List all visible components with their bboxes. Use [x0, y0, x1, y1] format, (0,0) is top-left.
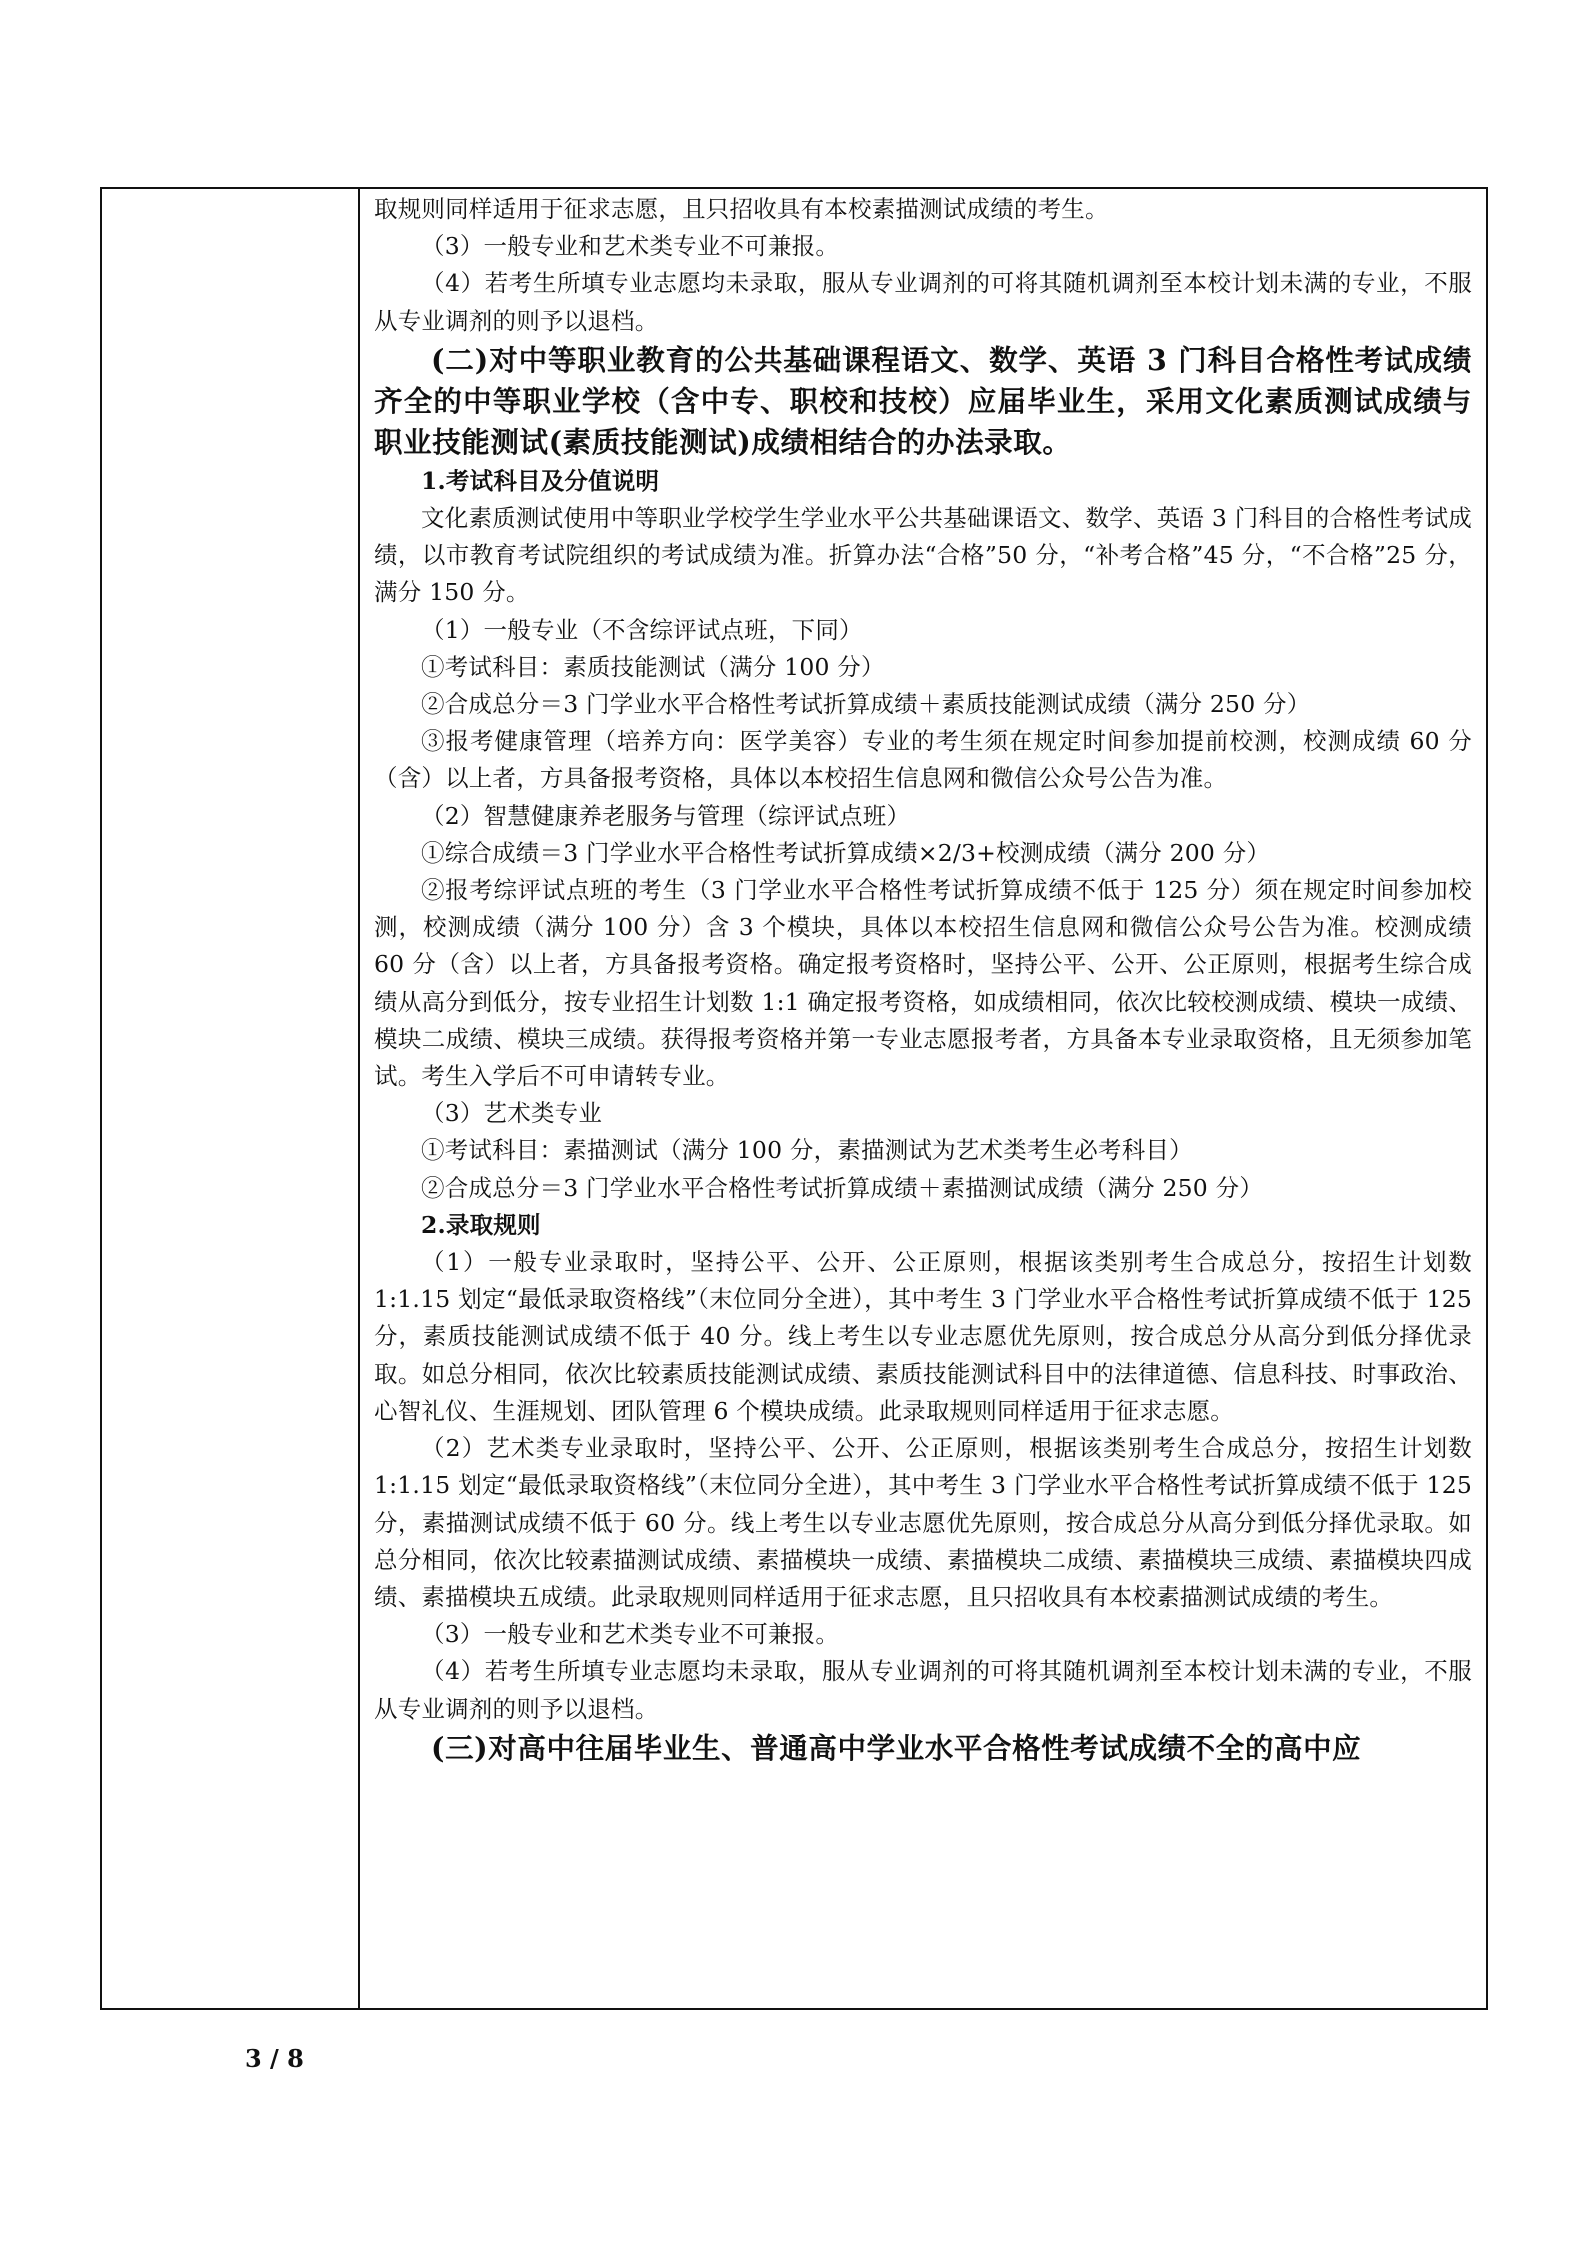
paragraph: （3）一般专业和艺术类专业不可兼报。: [421, 232, 840, 261]
section-heading: (三)对高中往届毕业生、普通高中学业水平合格性考试成绩不全的高中应: [431, 1730, 1362, 1765]
paragraph: （2）智慧健康养老服务与管理（综评试点班）: [421, 801, 911, 830]
paragraph: （3）艺术类专业: [421, 1099, 603, 1128]
paragraph: ②合成总分＝3 门学业水平合格性考试折算成绩＋素质技能测试成绩（满分 250 分）: [421, 690, 1311, 719]
paragraph: ①考试科目：素描测试（满分 100 分，素描测试为艺术类考生必考科目）: [421, 1136, 1193, 1165]
paragraph: （1）一般专业录取时，坚持公平、公开、公正原则，根据该类别考生合成总分，按招生计划数 1:1.15 划定“最低录取资格线”（末位同分全进），其中考生 3 门学业水平合格性考试折算成绩不低于 125 分，素质技能测试成绩不低于 40 分。线上考生以专业志愿优先原则，按合成总分从高分到低分择优录取。如总分相同，依次比较素质技能测试成绩、素质技能测试科目中的法律道德、信息科技、时事政治、心智礼仪、生涯规划、团队管理 6 个模块成绩。此录取规则同样适用于征求志愿。: [374, 1248, 1472, 1425]
paragraph: （3）一般专业和艺术类专业不可兼报。: [421, 1620, 840, 1649]
paragraph: （2）艺术类专业录取时，坚持公平、公开、公正原则，根据该类别考生合成总分，按招生计划数 1:1.15 划定“最低录取资格线”（末位同分全进），其中考生 3 门学业水平合格性考试折算成绩不低于 125 分，素描测试成绩不低于 60 分。线上考生以专业志愿优先原则，按合成总分从高分到低分择优录取。如总分相同，依次比较素描测试成绩、素描模块一成绩、素描模块二成绩、素描模块三成绩、素描模块四成绩、素描模块五成绩。此录取规则同样适用于征求志愿，且只招收具有本校素描测试成绩的考生。: [374, 1434, 1472, 1611]
paragraph: （1）一般专业（不含综评试点班，下同）: [421, 615, 863, 644]
paragraph: （4）若考生所填专业志愿均未录取，服从专业调剂的可将其随机调剂至本校计划未满的专业，不服从专业调剂的则予以退档。: [374, 269, 1472, 335]
subsection-heading: 1.考试科目及分值说明: [421, 466, 660, 495]
paragraph: ①综合成绩＝3 门学业水平合格性考试折算成绩×2/3+校测成绩（满分 200 分）: [421, 838, 1271, 867]
page-number: 3 / 8: [245, 2044, 304, 2073]
content-table: [100, 187, 1488, 2010]
paragraph: ②合成总分＝3 门学业水平合格性考试折算成绩＋素描测试成绩（满分 250 分）: [421, 1173, 1264, 1202]
paragraph: 取规则同样适用于征求志愿，且只招收具有本校素描测试成绩的考生。: [374, 195, 1109, 223]
paragraph: （4）若考生所填专业志愿均未录取，服从专业调剂的可将其随机调剂至本校计划未满的专业，不服从专业调剂的则予以退档。: [374, 1657, 1472, 1723]
table-left-cell: [102, 189, 360, 2008]
table-right-cell: [364, 189, 1486, 2008]
paragraph: 文化素质测试使用中等职业学校学生学业水平公共基础课语文、数学、英语 3 门科目的合格性考试成绩，以市教育考试院组织的考试成绩为准。折算办法“合格”50 分，“补考合格”45 分，“不合格”25 分，满分 150 分。: [374, 504, 1472, 607]
paragraph: ①考试科目：素质技能测试（满分 100 分）: [421, 652, 885, 681]
section-heading: (二)对中等职业教育的公共基础课程语文、数学、英语 3 门科目合格性考试成绩齐全的中等职业学校（含中专、职校和技校）应届毕业生，采用文化素质测试成绩与职业技能测试(素质技能测试)成绩相结合的办法录取。: [374, 342, 1472, 459]
paragraph: ②报考综评试点班的考生（3 门学业水平合格性考试折算成绩不低于 125 分）须在规定时间参加校测，校测成绩（满分 100 分）含 3 个模块，具体以本校招生信息网和微信公众号公告为准。校测成绩 60 分（含）以上者，方具备报考资格。确定报考资格时，坚持公平、公开、公正原则，根据考生综合成绩从高分到低分，按专业招生计划数 1:1 确定报考资格，如成绩相同，依次比较校测成绩、模块一成绩、模块二成绩、模块三成绩。获得报考资格并第一专业志愿报考者，方具备本专业录取资格，且无须参加笔试。考生入学后不可申请转专业。: [374, 876, 1472, 1091]
subsection-heading: 2.录取规则: [421, 1210, 541, 1239]
paragraph: ③报考健康管理（培养方向：医学美容）专业的考生须在规定时间参加提前校测，校测成绩 60 分（含）以上者，方具备报考资格，具体以本校招生信息网和微信公众号公告为准。: [374, 727, 1472, 793]
